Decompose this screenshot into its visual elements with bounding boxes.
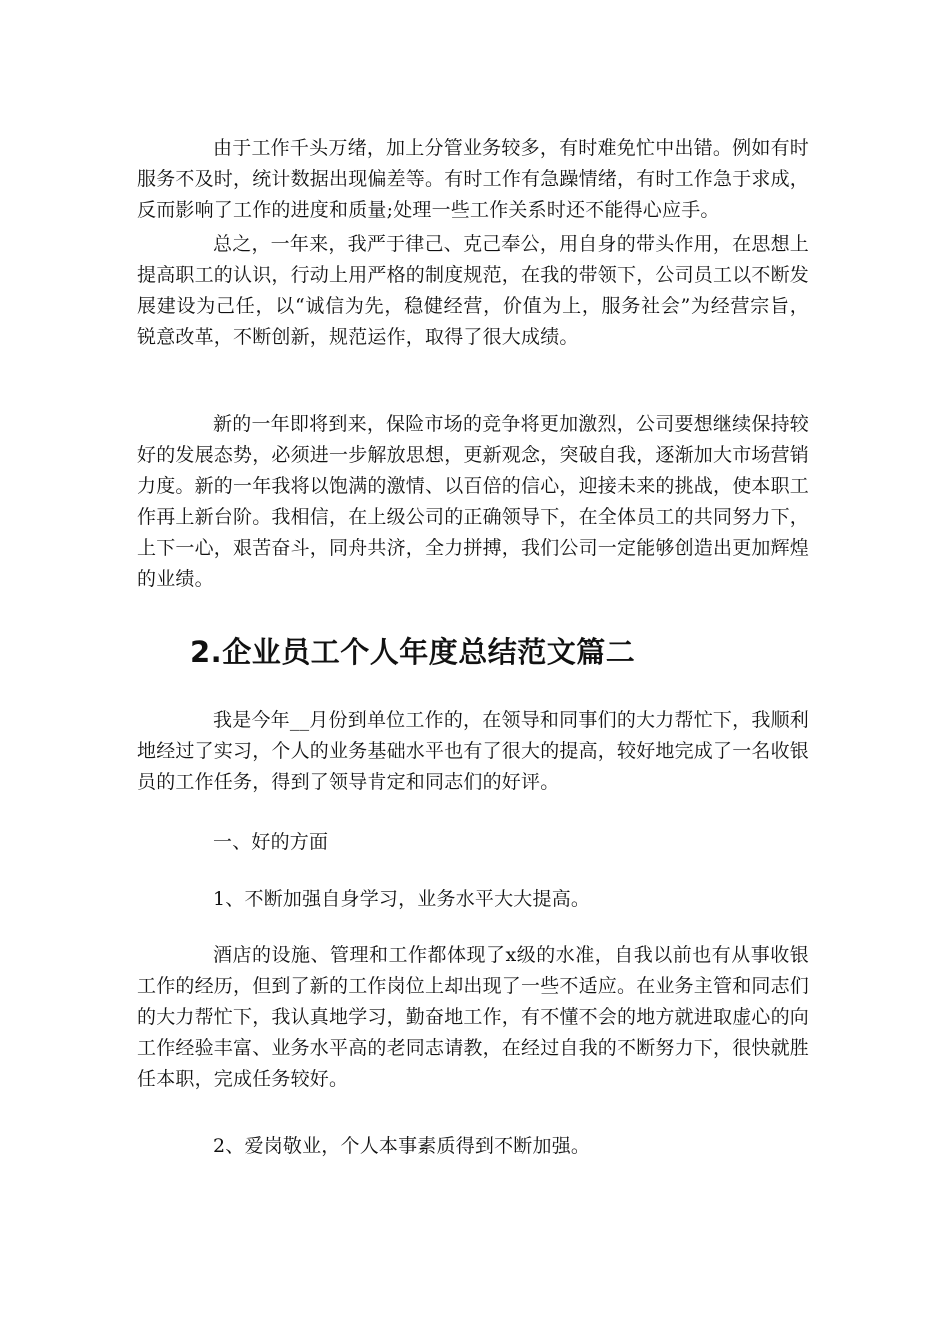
paragraph-year-summary: 总之，一年来，我严于律己、克己奉公，用自身的带头作用，在思想上提高职工的认识，行动上用严格的制度规范，在我的带领下，公司员工以不断发展建设为己任，以“诚信为先，稳健经营，价值为上，服务社会”为经营宗旨，锐意改革，不断创新，规范运作，取得了很大成绩。 — [137, 233, 810, 348]
list-item-study: 1、不断加强自身学习，业务水平大大提高。 — [213, 888, 591, 910]
list-item-dedication: 2、爱岗敬业，个人本事素质得到不断加强。 — [213, 1135, 591, 1157]
section-heading: 2.企业员工个人年度总结范文篇二 — [190, 635, 636, 669]
paragraph-hotel-experience: 酒店的设施、管理和工作都体现了x级的水准，自我以前也有从事收银工作的经历，但到了新的工作岗位上却出现了一些不适应。在业务主管和同志们的大力帮忙下，我认真地学习，勤奋地工作，有不懂不会的地方就进取虚心的向工作经验丰富、业务水平高的老同志请教，在经过自我的不断努力下，很快就胜任本职，完成任务较好。 — [137, 944, 810, 1090]
paragraph-work-shortcomings: 由于工作千头万绪，加上分管业务较多，有时难免忙中出错。例如有时服务不及时，统计数据出现偏差等。有时工作有急躁情绪，有时工作急于求成，反而影响了工作的进度和质量;处理一些工作关系时还不能得心应手。 — [137, 137, 810, 221]
paragraph-new-year-outlook: 新的一年即将到来，保险市场的竞争将更加激烈，公司要想继续保持较好的发展态势，必须进一步解放思想，更新观念，突破自我，逐渐加大市场营销力度。新的一年我将以饱满的激情、以百倍的信心，迎接未来的挑战，使本职工作再上新台阶。我相信，在上级公司的正确领导下，在全体员工的共同努力下，上下一心，艰苦奋斗，同舟共济，全力拼搏，我们公司一定能够创造出更加辉煌的业绩。 — [137, 413, 810, 590]
paragraph-intro: 我是今年__月份到单位工作的，在领导和同事们的大力帮忙下，我顺利地经过了实习，个人的业务基础水平也有了很大的提高，较好地完成了一名收银员的工作任务，得到了领导肯定和同志们的好评。 — [137, 709, 810, 793]
subheading-good-aspects: 一、好的方面 — [213, 831, 329, 853]
